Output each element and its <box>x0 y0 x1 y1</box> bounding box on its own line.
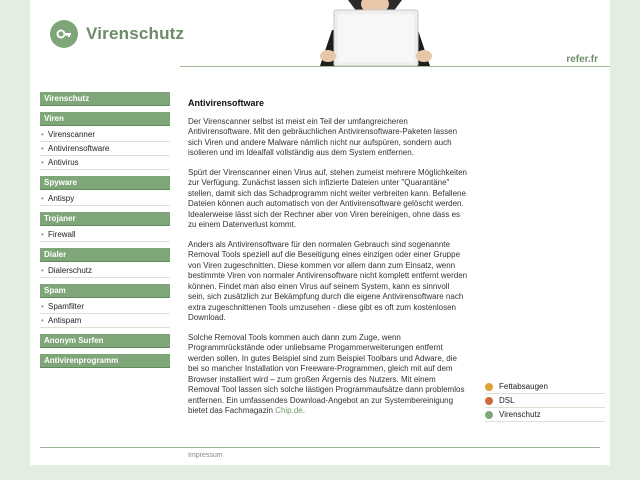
nav-head-dialer[interactable]: Dialer <box>40 248 170 262</box>
bullet-icon: • <box>41 158 44 167</box>
paragraph-4: Solche Removal Tools kommen auch dann zum Zuge, wenn Programmrückstände oder unliebsame Progammerweiterungen entfernt werden sollen. In gutes Beispiel sind zum Beispiel Toolbars und Adware, die bei so mancher Installation von Freeware-Programmen, gleich mit auf dem Browser installiert wird – zum großen Ärgernis des Nutzers. Mit einem Removal Tool lassen sich solche lästigen Programmaufsätze dann problemlos entfernen. Ein umfassendes Download-Angebot an zur Systembereinigung bietet das Fachmagazin Chip.de. <box>188 332 465 415</box>
nav-head-anonym-surfen[interactable]: Anonym Surfen <box>40 334 170 348</box>
related-item-dsl[interactable]: DSL <box>485 394 605 408</box>
site-logo[interactable] <box>50 20 184 48</box>
nav-head-spam[interactable]: Spam <box>40 284 170 298</box>
nav-group-viren <box>40 112 170 170</box>
nav-head-virenschutz[interactable]: Virenschutz <box>40 92 170 106</box>
circle-bullet-icon <box>485 397 493 405</box>
nav-item-antispy[interactable]: • Antispy <box>40 192 170 206</box>
page-title: Antivirensoftware <box>188 98 265 108</box>
circle-bullet-icon <box>485 383 493 391</box>
nav-head-spyware[interactable]: Spyware <box>40 176 170 190</box>
nav-group-spyware <box>40 176 170 206</box>
bullet-icon: • <box>41 316 44 325</box>
circle-bullet-icon <box>485 411 493 419</box>
header <box>30 0 610 70</box>
related-item-fettabsaugen[interactable]: Fettabsaugen <box>485 380 605 394</box>
nav-item-antivirensoftware[interactable]: • Antivirensoftware <box>40 142 170 156</box>
nav-group-anonym-surfen <box>40 334 170 348</box>
nav-item-antispam[interactable]: • Antispam <box>40 314 170 328</box>
related-item-virenschutz[interactable]: Virenschutz <box>485 408 605 422</box>
header-divider <box>180 66 610 67</box>
bullet-icon: • <box>41 130 44 139</box>
main-content <box>188 98 468 426</box>
impressum-link[interactable]: Impressum <box>188 452 223 459</box>
paragraph-2: Spürt der Virenscanner einen Virus auf, stehen zumeist mehrere Möglichkeiten zur Verfügung. Zunächst lassen sich infizierte Dateien unter "Quarantäne" stellen, damit sich das Schadprogramm nicht weiter verbreiten kann. Befallene Dateien können auch automatisch von der Antivirensoftware gelöscht werden. Idealerweise lässt sich der Rechner aber von Viren bereinigen, ohne dass es zu einem Datenverlust kommt. <box>188 167 467 229</box>
nav-group-dialer <box>40 248 170 278</box>
paragraph-3: Anders als Antivirensoftware für den normalen Gebrauch sind sogenannte Removal Tools speziell auf die Beseitigung eines einzigen oder einer Gruppe von Viren zugeschnitten. Diese kommen vor allem dann zum Einsatz, wenn bestimmte Viren von normaler Antivirensoftware nicht komplett entfernt werden können. Findet man also einen Virus auf seinem System, kann es sinnvoll sein, sich zusätzlich zur Bekämpfung durch die eigene Antivirensoftware nach extra zugeschnittenen Tools umzusehen - diese gibt es oft zum kostenlosen Download. <box>188 239 468 322</box>
chip-link[interactable]: Chip.de <box>275 406 303 415</box>
nav-head-antivirenprogramm[interactable]: Antivirenprogramm <box>40 354 170 368</box>
nav-item-antivirus[interactable]: • Antivirus <box>40 156 170 170</box>
nav-group-trojaner <box>40 212 170 242</box>
bullet-icon: • <box>41 230 44 239</box>
logo-text: Virenschutz <box>86 24 185 43</box>
bullet-icon: • <box>41 302 44 311</box>
nav-item-virenscanner[interactable]: • Virenscanner <box>40 128 170 142</box>
bullet-icon: • <box>41 194 44 203</box>
nav-item-spamfilter[interactable]: • Spamfilter <box>40 300 170 314</box>
bullet-icon: • <box>41 266 44 275</box>
page-container <box>30 0 610 465</box>
nav-item-firewall[interactable]: • Firewall <box>40 228 170 242</box>
nav-item-dialerschutz[interactable]: • Dialerschutz <box>40 264 170 278</box>
footer-divider <box>40 447 600 448</box>
bullet-icon: • <box>41 144 44 153</box>
sidebar <box>40 92 170 374</box>
related-links <box>485 380 605 422</box>
hero-laptop-image <box>300 0 450 66</box>
key-icon <box>50 20 78 48</box>
nav-group-virenschutz <box>40 92 170 106</box>
nav-group-spam <box>40 284 170 328</box>
paragraph-1: Der Virenscanner selbst ist meist ein Teil der umfangreicheren Antivirensoftware. Mit den gebräuchlichen Antivirensoftware-Paketen lassen sich Viren und andere Malware nämlich nicht nur aufspüren, sondern auch isolieren und im Idealfall vollständig aus dem System entfernen. <box>188 116 458 157</box>
nav-head-trojaner[interactable]: Trojaner <box>40 212 170 226</box>
refer-link[interactable]: refer.fr <box>566 54 598 65</box>
nav-group-antivirenprogramm <box>40 354 170 368</box>
nav-head-viren[interactable]: Viren <box>40 112 170 126</box>
